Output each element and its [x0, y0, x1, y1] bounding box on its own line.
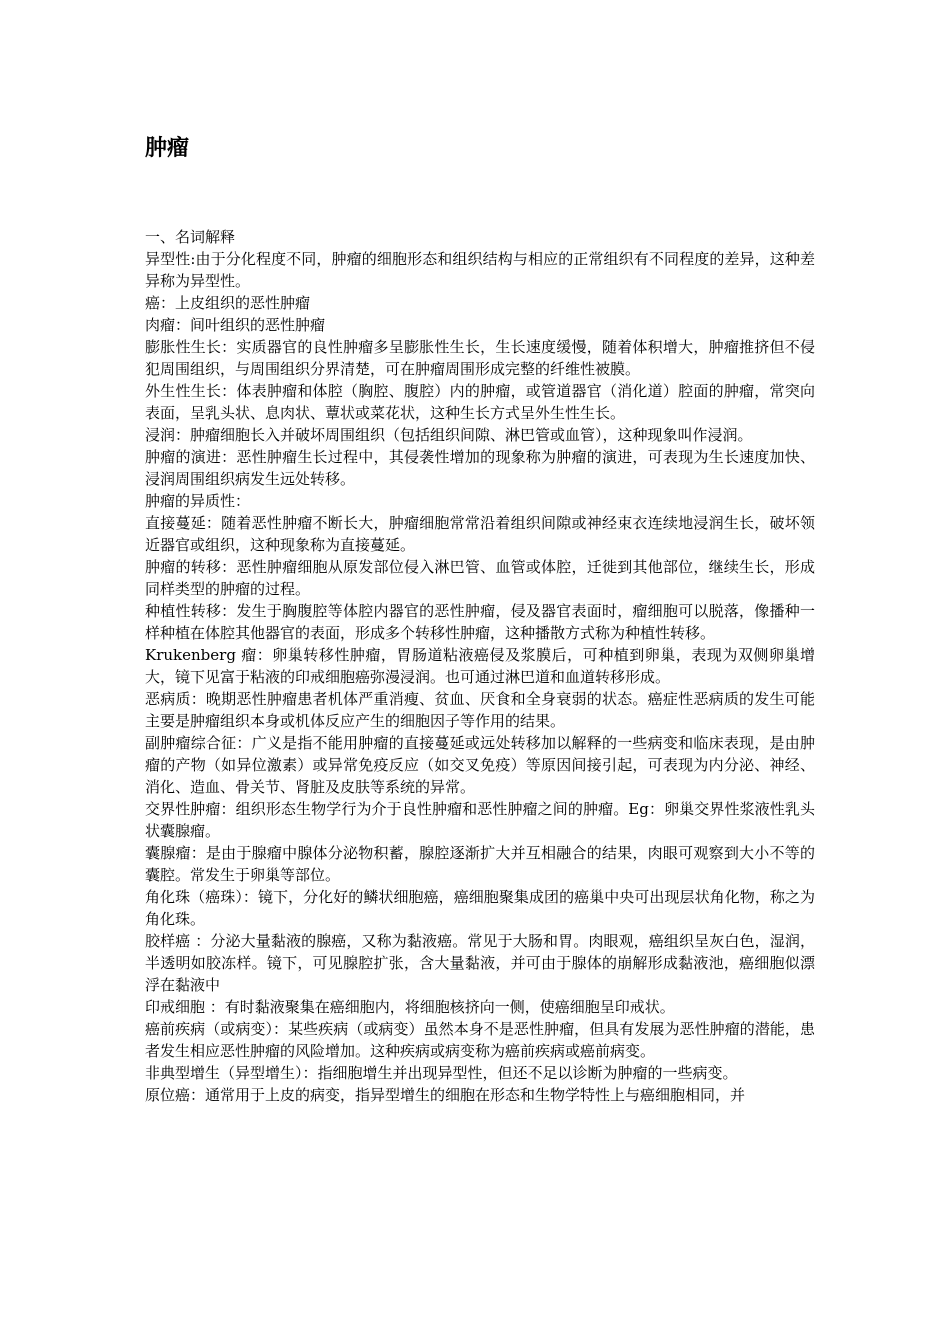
definition-paragraph: 癌前疾病（或病变）：某些疾病（或病变）虽然本身不是恶性肿瘤，但具有发展为恶性肿瘤的潜能，患者发生相应恶性肿瘤的风险增加。这种疾病或病变称为癌前疾病或癌前病变。 — [145, 1020, 815, 1060]
document-title: 肿瘤 — [145, 136, 190, 161]
definition-paragraph: 种植性转移：发生于胸腹腔等体腔内器官的恶性肿瘤，侵及器官表面时，瘤细胞可以脱落，像播种一样种植在体腔其他器官的表面，形成多个转移性肿瘤，这种播散方式称为种植性转移。 — [145, 602, 815, 642]
definition-paragraph: 印戒细胞 ：有时黏液聚集在癌细胞内，将细胞核挤向一侧，使癌细胞呈印戒状。 — [145, 998, 675, 1016]
definition-paragraph: 胶样癌 ：分泌大量黏液的腺癌，又称为黏液癌。常见于大肠和胃。肉眼观，癌组织呈灰白色，湿润，半透明如胶冻样。镜下，可见腺腔扩张，含大量黏液，并可由于腺体的崩解形成黏液池，癌细胞似漂浮在黏液中 — [145, 932, 815, 994]
definition-paragraph: 原位癌：通常用于上皮的病变，指异型增生的细胞在形态和生物学特性上与癌细胞相同，并 — [145, 1086, 746, 1104]
definition-paragraph: Krukenberg 瘤：卵巢转移性肿瘤，胃肠道粘液癌侵及浆膜后，可种植到卵巢，表现为双侧卵巢增大，镜下见富于粘液的印戒细胞癌弥漫浸润。也可通过淋巴道和血道转移形成。 — [145, 646, 815, 686]
definition-paragraph: 囊腺瘤：是由于腺瘤中腺体分泌物积蓄，腺腔逐渐扩大并互相融合的结果，肉眼可观察到大小不等的囊腔。常发生于卵巢等部位。 — [145, 844, 815, 884]
definition-paragraph: 浸润：肿瘤细胞长入并破坏周围组织（包括组织间隙、淋巴管或血管），这种现象叫作浸润。 — [145, 426, 753, 444]
definition-paragraph: 膨胀性生长：实质器官的良性肿瘤多呈膨胀性生长，生长速度缓慢，随着体积增大，肿瘤推挤但不侵犯周围组织，与周围组织分界清楚，可在肿瘤周围形成完整的纤维性被膜。 — [145, 338, 815, 378]
definition-paragraph: 交界性肿瘤：组织形态生物学行为介于良性肿瘤和恶性肿瘤之间的肿瘤。Eg：卵巢交界性浆液性乳头状囊腺瘤。 — [145, 800, 815, 840]
definition-paragraph: 肿瘤的演进：恶性肿瘤生长过程中，其侵袭性增加的现象称为肿瘤的演进，可表现为生长速度加快、浸润周围组织病发生远处转移。 — [145, 448, 815, 488]
definition-paragraph: 直接蔓延：随着恶性肿瘤不断长大，肿瘤细胞常常沿着组织间隙或神经束衣连续地浸润生长，破坏领近器官或组织，这种现象称为直接蔓延。 — [145, 514, 815, 554]
definition-paragraph: 非典型增生（异型增生）：指细胞增生并出现异型性，但还不足以诊断为肿瘤的一些病变。 — [145, 1064, 738, 1082]
definition-paragraph: 外生性生长：体表肿瘤和体腔（胸腔、腹腔）内的肿瘤，或管道器官（消化道）腔面的肿瘤，常突向表面，呈乳头状、息肉状、蕈状或菜花状，这种生长方式呈外生性生长。 — [145, 382, 815, 422]
definition-paragraph: 恶病质：晚期恶性肿瘤患者机体严重消瘦、贫血、厌食和全身衰弱的状态。癌症性恶病质的发生可能主要是肿瘤组织本身或机体反应产生的细胞因子等作用的结果。 — [145, 690, 815, 730]
definition-paragraph: 副肿瘤综合征：广义是指不能用肿瘤的直接蔓延或远处转移加以解释的一些病变和临床表现，是由肿瘤的产物（如异位激素）或异常免疫反应（如交叉免疫）等原因间接引起，可表现为内分泌、神经、消化、造血、骨关节、肾脏及皮肤等系统的异常。 — [145, 734, 815, 796]
section-heading: 一、名词解释 — [145, 228, 236, 246]
definition-paragraph: 癌：上皮组织的恶性肿瘤 — [145, 294, 311, 312]
definition-paragraph: 异型性:由于分化程度不同，肿瘤的细胞形态和组织结构与相应的正常组织有不同程度的差异，这种差异称为异型性。 — [145, 250, 815, 290]
definition-paragraph: 肿瘤的异质性： — [145, 492, 251, 510]
definition-paragraph: 角化珠（癌珠）：镜下，分化好的鳞状细胞癌，癌细胞聚集成团的癌巢中央可出现层状角化物，称之为角化珠。 — [145, 888, 815, 928]
definition-paragraph: 肿瘤的转移：恶性肿瘤细胞从原发部位侵入淋巴管、血管或体腔，迁徙到其他部位，继续生长，形成同样类型的肿瘤的过程。 — [145, 558, 815, 598]
document-body — [145, 226, 815, 1106]
definition-paragraph: 肉瘤：间叶组织的恶性肿瘤 — [145, 316, 326, 334]
